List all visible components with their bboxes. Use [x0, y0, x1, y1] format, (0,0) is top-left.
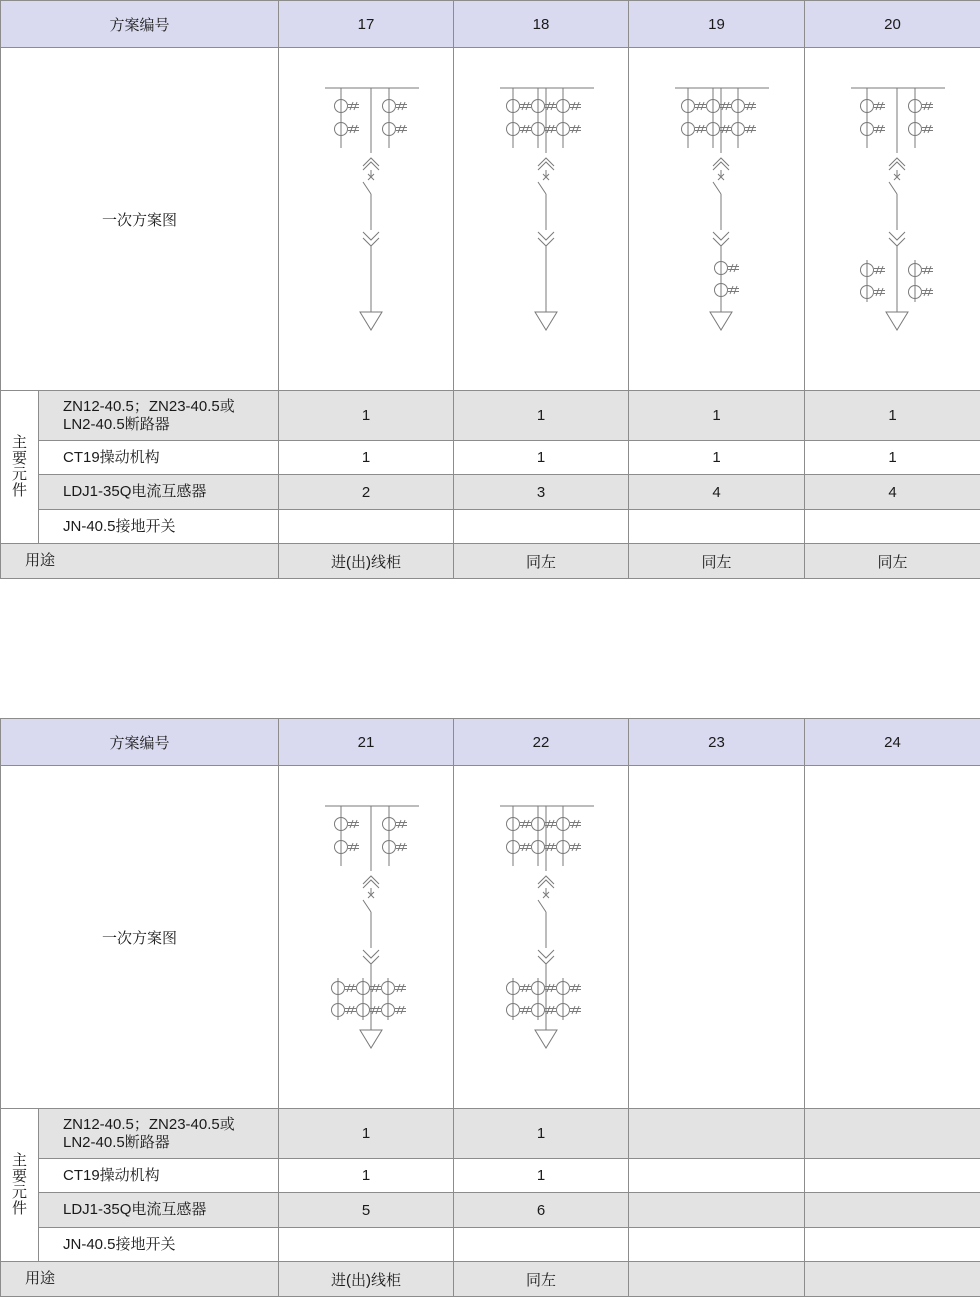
component-qty: 1 — [629, 391, 805, 441]
component-name: CT19操动机构 — [39, 1159, 279, 1193]
diagram-cell — [629, 48, 805, 391]
component-qty — [805, 1193, 980, 1228]
scheme-number: 21 — [279, 719, 454, 766]
diagram-cell — [454, 48, 629, 391]
usage-value — [629, 1262, 805, 1297]
single-line-diagram — [454, 766, 629, 1108]
component-qty: 1 — [805, 441, 980, 475]
component-qty: 1 — [629, 441, 805, 475]
components-label: 主要元件 — [1, 1109, 39, 1262]
component-row — [1, 1193, 980, 1228]
component-qty: 1 — [454, 441, 629, 475]
component-name: JN-40.5接地开关 — [39, 1228, 279, 1262]
usage-value: 进(出)线柜 — [279, 544, 454, 579]
usage-value: 同左 — [454, 1262, 629, 1297]
diagram-row — [1, 766, 980, 1109]
header-row — [1, 719, 980, 766]
component-qty — [805, 1159, 980, 1193]
usage-row — [1, 544, 980, 579]
scheme-table-2 — [0, 718, 980, 1297]
components-label: 主要元件 — [1, 391, 39, 544]
component-row — [1, 1228, 980, 1262]
component-qty — [805, 1109, 980, 1159]
component-qty — [629, 1159, 805, 1193]
component-name: CT19操动机构 — [39, 441, 279, 475]
component-qty: 1 — [805, 391, 980, 441]
scheme-number-label: 方案编号 — [1, 1, 279, 48]
component-qty: 1 — [279, 441, 454, 475]
component-qty — [629, 1109, 805, 1159]
component-qty — [805, 1228, 980, 1262]
component-name: LDJ1-35Q电流互感器 — [39, 475, 279, 510]
diagram-row — [1, 48, 980, 391]
component-qty — [454, 1228, 629, 1262]
component-qty — [629, 510, 805, 544]
scheme-table-1 — [0, 0, 980, 579]
scheme-number: 22 — [454, 719, 629, 766]
component-qty: 4 — [629, 475, 805, 510]
component-qty: 6 — [454, 1193, 629, 1228]
component-row — [1, 391, 980, 441]
scheme-number: 23 — [629, 719, 805, 766]
component-qty: 2 — [279, 475, 454, 510]
component-qty — [454, 510, 629, 544]
component-qty — [629, 1228, 805, 1262]
usage-value — [805, 1262, 980, 1297]
scheme-number: 19 — [629, 1, 805, 48]
diagram-cell — [629, 766, 805, 1109]
component-qty: 3 — [454, 475, 629, 510]
component-qty — [279, 1228, 454, 1262]
component-name: JN-40.5接地开关 — [39, 510, 279, 544]
scheme-number-label: 方案编号 — [1, 719, 279, 766]
diagram-cell — [279, 766, 454, 1109]
component-qty — [629, 1193, 805, 1228]
scheme-number: 24 — [805, 719, 980, 766]
component-name: ZN12-40.5；ZN23-40.5或 LN2-40.5断路器 — [39, 391, 279, 441]
component-qty: 4 — [805, 475, 980, 510]
component-row — [1, 1109, 980, 1159]
component-row — [1, 1159, 980, 1193]
single-line-diagram — [279, 766, 454, 1108]
diagram-cell — [805, 766, 980, 1109]
component-qty — [805, 510, 980, 544]
usage-value: 进(出)线柜 — [279, 1262, 454, 1297]
component-qty: 1 — [454, 1159, 629, 1193]
usage-row — [1, 1262, 980, 1297]
diagram-label: 一次方案图 — [1, 766, 279, 1109]
diagram-cell — [454, 766, 629, 1109]
header-row — [1, 1, 980, 48]
component-qty: 1 — [279, 1109, 454, 1159]
single-line-diagram — [454, 48, 629, 390]
usage-value: 同左 — [629, 544, 805, 579]
usage-value: 同左 — [454, 544, 629, 579]
component-qty: 5 — [279, 1193, 454, 1228]
component-row — [1, 475, 980, 510]
component-row — [1, 510, 980, 544]
diagram-cell — [805, 48, 980, 391]
component-qty: 1 — [279, 391, 454, 441]
component-row — [1, 441, 980, 475]
component-qty: 1 — [454, 391, 629, 441]
component-qty: 1 — [454, 1109, 629, 1159]
scheme-number: 18 — [454, 1, 629, 48]
diagram-cell — [279, 48, 454, 391]
scheme-number: 17 — [279, 1, 454, 48]
single-line-diagram — [279, 48, 454, 390]
single-line-diagram — [805, 48, 980, 390]
usage-label: 用途 — [1, 1262, 279, 1297]
component-qty: 1 — [279, 1159, 454, 1193]
single-line-diagram — [629, 48, 805, 390]
diagram-label: 一次方案图 — [1, 48, 279, 391]
component-name: ZN12-40.5；ZN23-40.5或 LN2-40.5断路器 — [39, 1109, 279, 1159]
usage-value: 同左 — [805, 544, 980, 579]
component-qty — [279, 510, 454, 544]
component-name: LDJ1-35Q电流互感器 — [39, 1193, 279, 1228]
scheme-number: 20 — [805, 1, 980, 48]
usage-label: 用途 — [1, 544, 279, 579]
